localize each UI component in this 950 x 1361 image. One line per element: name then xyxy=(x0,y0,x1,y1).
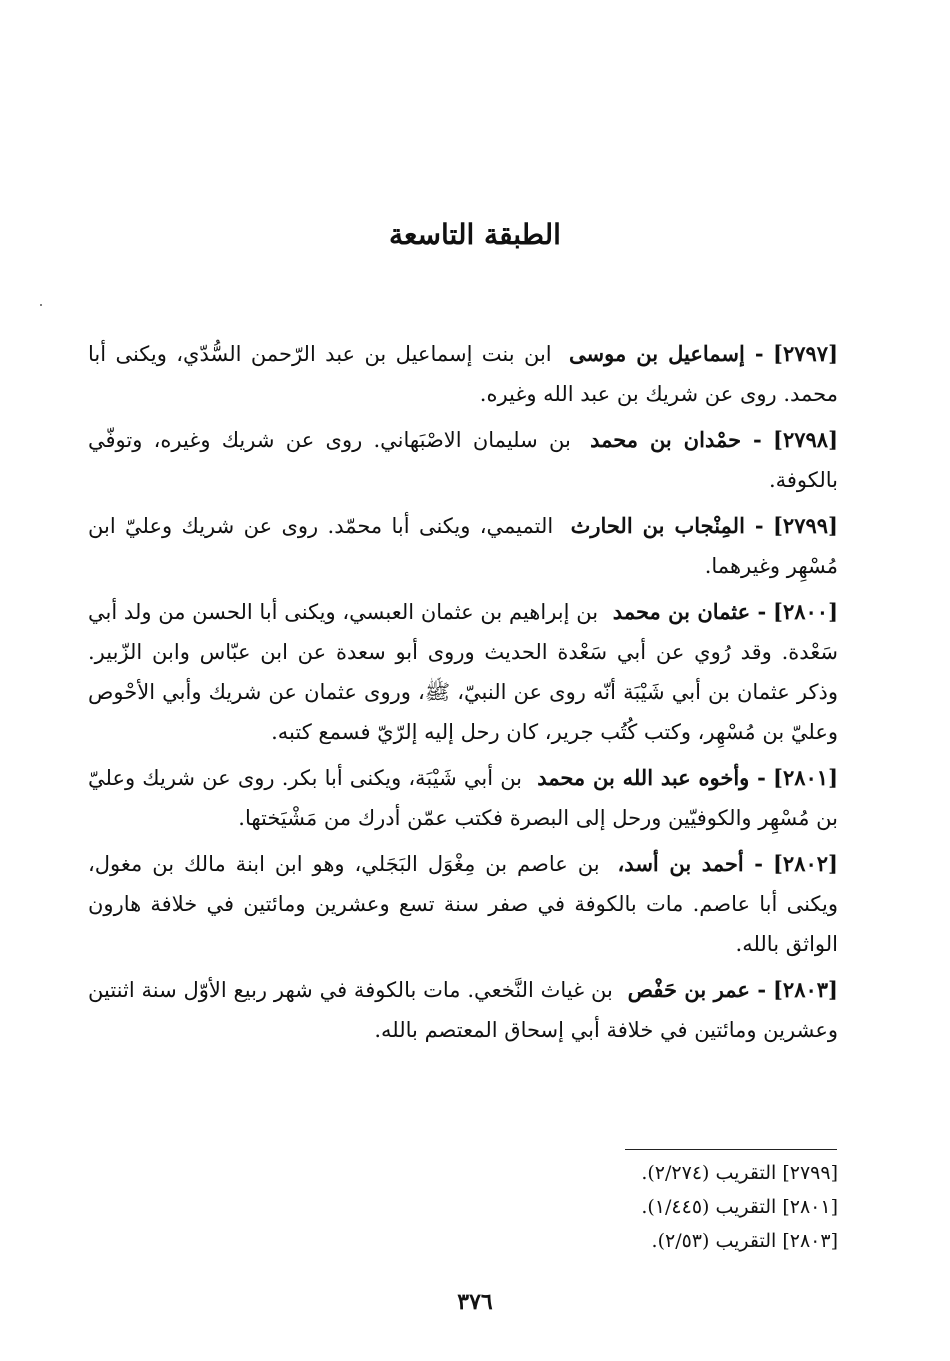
footnote-divider xyxy=(625,1149,837,1150)
footnote-number: [٢٨٠١] xyxy=(782,1196,838,1218)
entry-number: [٢٨٠٠] xyxy=(773,599,839,624)
entry-name: - عمر بن حَفْص xyxy=(627,977,767,1002)
page-number: ٣٧٦ xyxy=(457,1289,493,1315)
entry-number: [٢٧٩٩] xyxy=(772,513,838,538)
entry-2797 xyxy=(88,334,838,414)
entry-name: - عثمان بن محمد xyxy=(612,599,767,624)
entry-name: - حمْدان بن محمد xyxy=(590,427,762,452)
entry-text: بن إبراهيم بن عثمان العبسي، ويكنى أبا الحسن من ولد أبي سَعْدة. وقد رُوي عن أبي سَعْدة الحديث وروى أبو سعدة عن ابن عبّاس وابن الزّبير. وذكر عثمان بن أبي شَيْبَة أنّه روى عن النبيّ، ﷺ، وروى عثمان عن شريك وأبي الأحْوص وعليّ بن مُسْهِر، وكتب كُتُب جرير، كان رحل إليه إلرّيّ فسمع كتبه. xyxy=(88,600,838,744)
footnote-text: التقريب (١/٤٤٥). xyxy=(641,1196,777,1218)
entry-2802 xyxy=(88,844,838,964)
section-title: الطبقة التاسعة xyxy=(389,218,561,251)
entry-text: بن غياث النَّخعي. مات بالكوفة في شهر ربيع الأوّل سنة اثنتين وعشرين ومائتين في خلافة أبي إسحاق المعتصم بالله. xyxy=(88,978,838,1042)
entry-2803 xyxy=(88,970,838,1050)
entry-name: - أحمد بن أسد، xyxy=(617,851,764,876)
biography-entries xyxy=(88,334,838,1056)
scan-speck xyxy=(40,304,42,306)
entry-text: بن عاصم بن مِغْوَل البَجَلي، وهو ابن ابنة مالك بن مغول، ويكنى أبا عاصم. مات بالكوفة في صفر سنة تسع وعشرين ومائتين في خلافة هارون الواثق بالله. xyxy=(88,852,838,956)
entry-name: - المِنْجاب بن الحارث xyxy=(570,513,764,538)
footnote-text: التقريب (٢/٢٧٤). xyxy=(641,1162,777,1184)
entry-text: بن سليمان الاصْبَهاني. روى عن شريك وغيره، وتوفّي بالكوفة. xyxy=(88,428,838,492)
entry-2801 xyxy=(88,758,838,838)
entry-text: التميمي، ويكنى أبا محمّد. روى عن شريك وعليّ ابن مُسْهِر وغيرهما. xyxy=(88,514,838,578)
entry-2798 xyxy=(88,420,838,500)
entry-number: [٢٨٠٣] xyxy=(772,977,838,1002)
entry-2799 xyxy=(88,506,838,586)
entry-text: بن أبي شَيْبَة، ويكنى أبا بكر. روى عن شريك وعليّ بن مُسْهِر والكوفيّين ورحل إلى البصرة فكتب عمّن أدرك من مَشْيَختها. xyxy=(88,766,838,830)
footnote-text: التقريب (٢/٥٣). xyxy=(651,1230,777,1252)
entry-name: - إسماعيل بن موسى xyxy=(569,341,764,366)
footnote-number: [٢٧٩٩] xyxy=(782,1162,838,1184)
entry-2800 xyxy=(88,592,838,752)
footnote-number: [٢٨٠٣] xyxy=(782,1230,838,1252)
entry-name: - وأخوه عبد الله بن محمد xyxy=(537,765,766,790)
footnotes xyxy=(438,1156,838,1258)
entry-number: [٢٧٩٨] xyxy=(773,427,838,452)
entry-number: [٢٨٠٢] xyxy=(772,851,838,876)
entry-text: ابن بنت إسماعيل بن عبد الرّحمن السُّدّي، ويكنى أبا محمد. روى عن شريك بن عبد الله وغيره. xyxy=(88,342,838,406)
footnote-item xyxy=(438,1156,838,1190)
footnote-item xyxy=(438,1190,838,1224)
footnote-item xyxy=(438,1224,838,1258)
entry-number: [٢٧٩٧] xyxy=(773,341,838,366)
entry-number: [٢٨٠١] xyxy=(773,765,838,790)
